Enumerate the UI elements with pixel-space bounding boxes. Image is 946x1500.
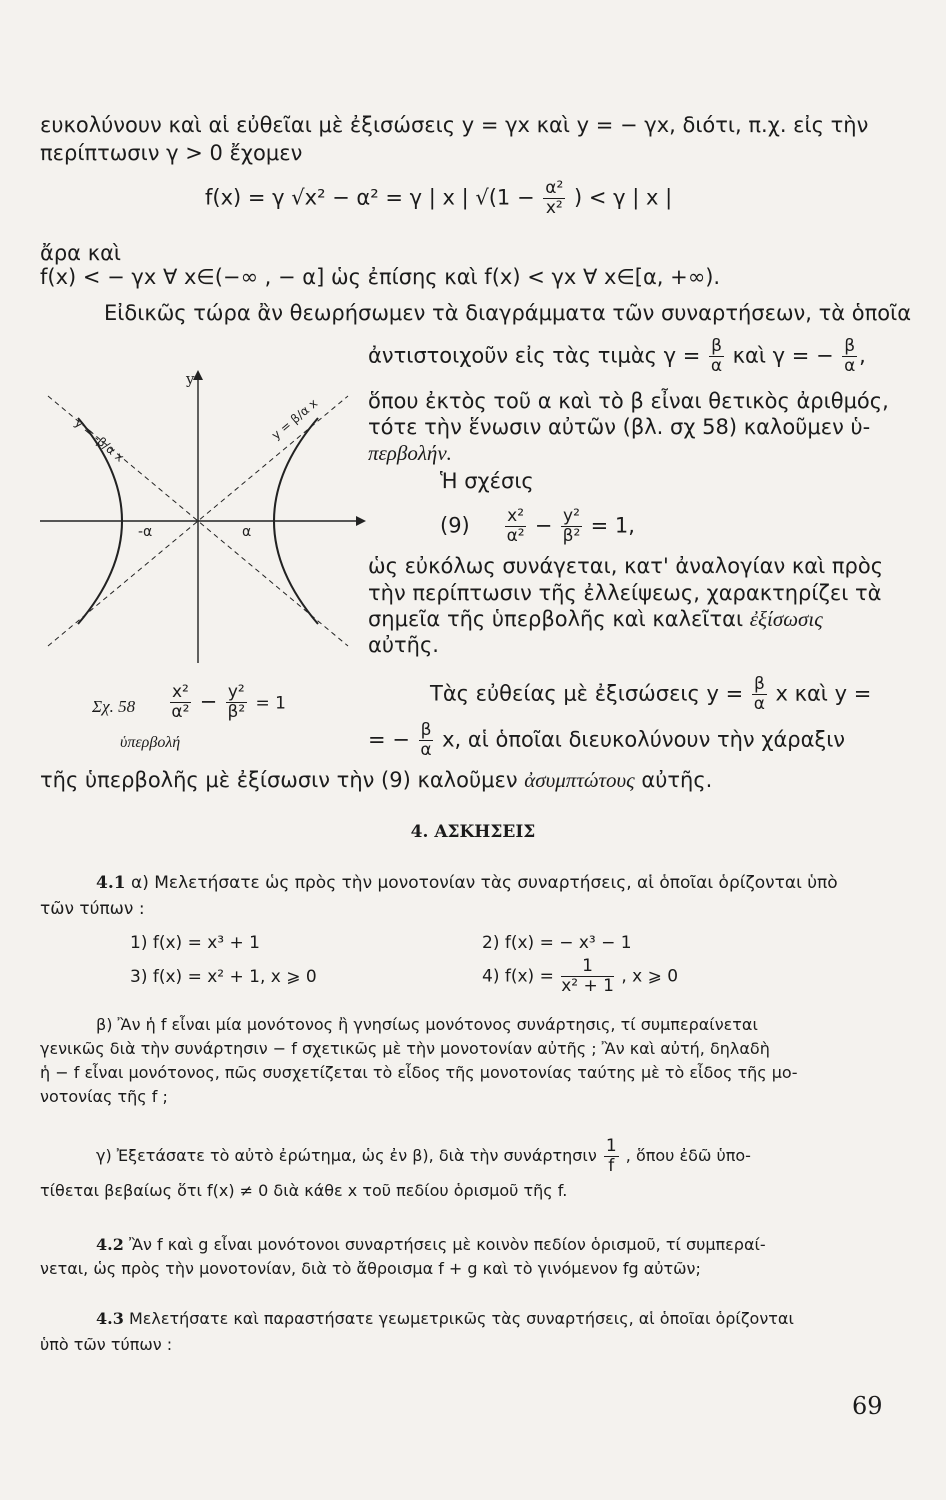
text-line: τῆς ὑπερβολῆς μὲ ἐξίσωσιν τὴν (9) καλοῦμεν ἀσυμπτώτους αὐτῆς. xyxy=(40,768,713,792)
exercise-4-1: 4.1 α) Μελετήσατε ὡς πρὸς τὴν μονοτονίαν τὰς συναρτήσεις, αἱ ὁποῖαι ὁρίζονται ὑπὸ xyxy=(96,873,838,893)
y-axis-arrow xyxy=(193,370,203,380)
text-line: γενικῶς διὰ τὴν συνάρτησιν − f σχετικῶς μὲ τὴν μονοτονίαν αὐτῆς ; Ἂν καὶ αὐτή, δηλαδὴ xyxy=(40,1039,770,1058)
text-line: ὅπου ἐκτὸς τοῦ α καὶ τὸ β εἶναι θετικὸς ἀριθμός, xyxy=(368,389,889,413)
text-line: ὑπὸ τῶν τύπων : xyxy=(40,1335,173,1354)
formula-1: 1) f(x) = x³ + 1 xyxy=(130,933,260,953)
page-number: 69 xyxy=(852,1392,883,1420)
formula-3: 3) f(x) = x² + 1, x ⩾ 0 xyxy=(130,967,317,987)
text-line: Ἡ σχέσις xyxy=(440,469,534,493)
x-axis-arrow xyxy=(356,516,366,526)
text-line: γ) Ἐξετάσατε τὸ αὐτὸ ἐρώτημα, ὡς ἐν β), διὰ τὴν συνάρτησιν $\frac{1}{f}$ , ὅπου ἐδῶ ὑπο- xyxy=(96,1136,751,1176)
text-line: νοτονίας τῆς f ; xyxy=(40,1087,168,1106)
text-line: ἀντιστοιχοῦν εἰς τὰς τιμὰς γ = $\frac{\beta}{\alpha}$ καὶ γ = − $\frac{\beta}{\alpha}$ , xyxy=(368,336,866,376)
asymptote-eq-line: Τὰς εὐθείας μὲ ἐξισώσεις y = $\frac{\beta}{\alpha}$ x καὶ y = xyxy=(430,674,872,714)
text-line: περίπτωσιν γ > 0 ἔχομεν xyxy=(40,141,303,165)
text-line: ὡς εὐκόλως συνάγεται, κατ' ἀναλογίαν καὶ πρὸς xyxy=(368,554,884,578)
text-line: αὐτῆς. xyxy=(368,633,439,657)
equation-abs-bound: f(x) = γ √x² − α² = γ | x | √(1 − $\frac{\text{α²}}{\text{x²}}$ ) < γ | x | xyxy=(205,178,673,218)
figure-number: Σχ. 58 xyxy=(92,697,136,716)
equation-9: (9) $\frac{\text{x²}}{\text{α²}}$ − $\frac{\text{y²}}{\text{β²}}$ = 1, xyxy=(440,506,635,546)
asymptote-label-neg: y = -β/α x xyxy=(72,415,127,465)
text-line: ἄρα καὶ xyxy=(40,241,122,265)
y-axis-label: y xyxy=(186,370,195,388)
text-line: τότε τὴν ἕνωσιν αὐτῶν (βλ. σχ 58) καλοῦμεν ὑ- xyxy=(368,415,871,439)
asymptote-eq-line: = − $\frac{\beta}{\alpha}$ x, αἱ ὁποῖαι διευκολύνουν τὴν χάραξιν xyxy=(368,720,846,760)
asymptote-label-pos: y = β/α x xyxy=(268,396,321,443)
hyperbola-figure xyxy=(38,368,368,668)
inequality-line: f(x) < − γx ∀ x∈(−∞ , − α] ὡς ἐπίσης καὶ f(x) < γx ∀ x∈[α, +∞). xyxy=(40,265,721,289)
neg-a-label: -α xyxy=(138,524,153,540)
figure-equation: $\frac{\text{x²}}{\text{α²}}$ − $\frac{\text{y²}}{\text{β²}}$ = 1 xyxy=(171,682,286,722)
text-line: Εἰδικῶς τώρα ἂν θεωρήσωμεν τὰ διαγράμματα τῶν συναρτήσεων, τὰ ὁποῖα xyxy=(104,301,912,325)
formula-4: 4) f(x) = $\frac{1}{\text{x² + 1}}$ , x ⩾ 0 xyxy=(482,956,679,996)
text-line: β) Ἂν ἡ f εἶναι μία μονότονος ἢ γνησίως μονότονος συνάρτησις, τί συμπεραίνεται xyxy=(96,1015,758,1034)
text-line: σημεῖα τῆς ὑπερβολῆς καὶ καλεῖται ἐξίσωσις xyxy=(368,607,823,631)
text-line: τὴν περίπτωσιν τῆς ἐλλείψεως, χαρακτηρίζει τὰ xyxy=(368,581,882,605)
formula-2: 2) f(x) = − x³ − 1 xyxy=(482,933,632,953)
exercise-4-3: 4.3 Μελετήσατε καὶ παραστήσατε γεωμετρικῶς τὰς συναρτήσεις, αἱ ὁποῖαι ὁρίζονται xyxy=(96,1309,794,1328)
figure-caption: ὑπερβολή xyxy=(120,734,181,751)
pos-a-label: α xyxy=(242,524,252,540)
text-line: τίθεται βεβαίως ὅτι f(x) ≠ 0 διὰ κάθε x τοῦ πεδίου ὁρισμοῦ τῆς f. xyxy=(40,1181,568,1200)
section-heading: 4. ΑΣΚΗΣΕΙΣ xyxy=(410,822,536,842)
text-line: περβολήν. xyxy=(368,441,452,465)
text-line: τῶν τύπων : xyxy=(40,899,145,919)
text-line: νεται, ὡς πρὸς τὴν μονοτονίαν, διὰ τὸ ἄθροισμα f + g καὶ τὸ γινόμενον fg αὐτῶν; xyxy=(40,1259,701,1278)
text-line: ευκολύνουν καὶ αἱ εὐθεῖαι μὲ ἐξισώσεις y = γx καὶ y = − γx, διότι, π.χ. εἰς τὴν xyxy=(40,113,869,137)
text-line: ἡ − f εἶναι μονότονος, πῶς συσχετίζεται τὸ εἶδος τῆς μονοτονίας ταύτης μὲ τὸ εἶδος τῆς μο- xyxy=(40,1063,798,1082)
exercise-4-2: 4.2 Ἂν f καὶ g εἶναι μονότονοι συναρτήσεις μὲ κοινὸν πεδίον ὁρισμοῦ, τί συμπεραί- xyxy=(96,1235,766,1254)
